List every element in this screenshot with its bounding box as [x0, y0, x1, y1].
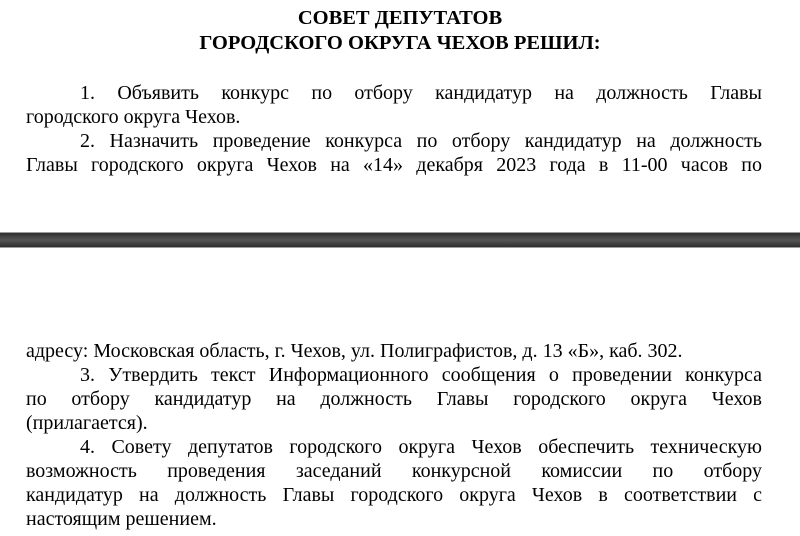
heading-decided: ГОРОДСКОГО ОКРУГА ЧЕХОВ РЕШИЛ: [199, 32, 601, 54]
page-separator-bar [0, 233, 800, 247]
document-page-bottom [0, 252, 800, 536]
decision-paragraphs-bottom [26, 339, 762, 531]
heading-council: СОВЕТ ДЕПУТАТОВ [297, 7, 503, 29]
item-3-line-2: по отбору кандидатур на должность Главы городского округа Чехов [26, 388, 762, 410]
item-1-line-2: городского округа Чехов. [26, 106, 241, 128]
document-page-top [0, 0, 800, 228]
item-1-line-1: 1. Объявить конкурс по отбору кандидатур на должность Главы [80, 82, 762, 104]
item-2-line-1: 2. Назначить проведение конкурса по отбору кандидатур на должность [80, 130, 762, 152]
item-4-line-4: настоящим решением. [26, 508, 217, 530]
item-4-line-3: кандидатур на должность Главы городского округа Чехов в соответствии с [26, 484, 762, 506]
decision-paragraphs-top [26, 81, 762, 177]
item-3-line-1: 3. Утвердить текст Информационного сообщения о проведении конкурса [80, 364, 762, 386]
item-2-line-3: адресу: Московская область, г. Чехов, ул. Полиграфистов, д. 13 «Б», каб. 302. [26, 340, 683, 362]
item-4-line-2: возможность проведения заседаний конкурсной комиссии по отбору [26, 460, 762, 482]
item-4-line-1: 4. Совету депутатов городского округа Чехов обеспечить техническую [80, 436, 762, 458]
item-3-line-3: (прилагается). [26, 412, 148, 434]
item-2-line-2: Главы городского округа Чехов на «14» декабря 2023 года в 11-00 часов по [26, 154, 762, 176]
